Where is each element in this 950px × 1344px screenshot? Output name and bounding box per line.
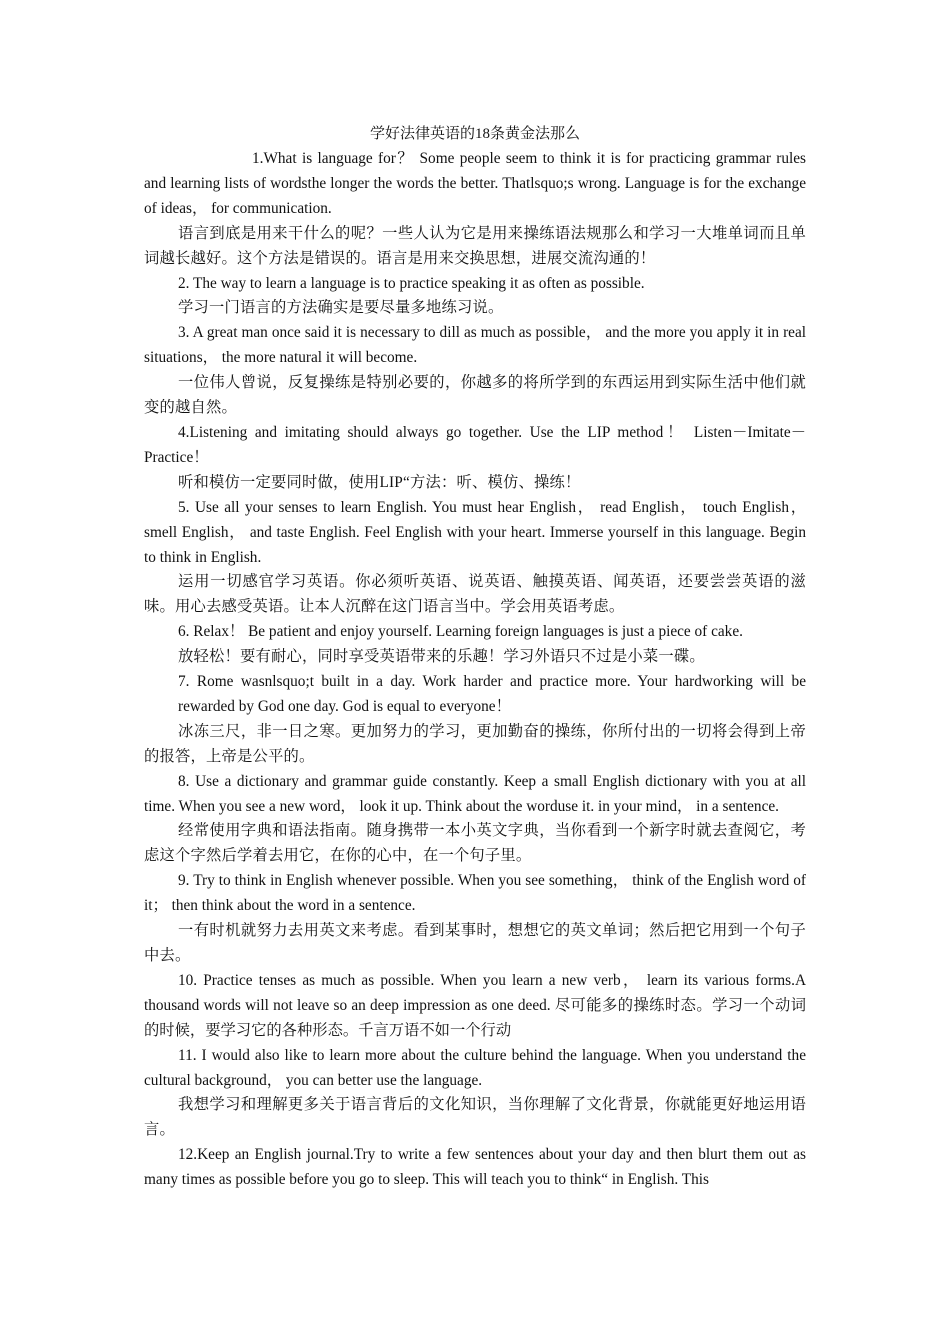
paragraph-5-en: 5. Use all your senses to learn English. You must hear English， read English， touch English， smell English， and taste English. Feel English with your heart. Immerse yourself in this language. Begin to think in English.	[144, 498, 806, 566]
paragraph-12-en: 12.Keep an English journal.Try to write a few sentences about your day and then blurt them out as many times as possible before you go to sleep. This will teach you to think“ in English. This	[144, 1146, 806, 1189]
paragraph-10-mixed: 10. Practice tenses as much as possible. When you learn a new verb， learn its various forms.A thousand words will not leave so an deep impression as one deed. 尽可能多的操练时态。学习一个动词的时候，要学习它的各种形态。千言万语不如一个行动	[144, 971, 806, 1039]
paragraph-8-en: 8. Use a dictionary and grammar guide constantly. Keep a small English dictionary with you at all time. When you see a new word， look it up. Think about the worduse it. in your mind， in a sentence.	[144, 772, 806, 815]
paragraph-7-en: 7. Rome wasnlsquo;t built in a day. Work harder and practice more. Your hardworking will be rewarded by God one day. God is equal to everyone！	[178, 673, 806, 715]
paragraph-1-cn: 语言到底是用来干什么的呢？一些人认为它是用来操练语法规那么和学习一大堆单词而且单词越长越好。这个方法是错误的。语言是用来交换思想，进展交流沟通的！	[144, 224, 806, 267]
paragraph-2-en: 2. The way to learn a language is to practice speaking it as often as possible.	[178, 274, 645, 292]
document-title: 学好法律英语的18条黄金法那么	[369, 126, 580, 142]
paragraph-1-en: 1.What is language for？ Some people seem to think it is for practicing grammar rules and learning lists of wordsthe longer the words the better. Thatlsquo;s wrong. Language is for the exchange of ideas， for communication.	[144, 150, 806, 217]
paragraph-3-en: 3. A great man once said it is necessary to dill as much as possible， and the more you apply it in real situations， the more natural it will become.	[144, 324, 806, 367]
paragraph-7-cn: 冰冻三尺，非一日之寒。更加努力的学习，更加勤奋的操练，你所付出的一切将会得到上帝的报答，上帝是公平的。	[144, 722, 806, 765]
paragraph-2-cn: 学习一门语言的方法确实是要尽量多地练习说。	[178, 299, 504, 317]
paragraph-11-en: 11. I would also like to learn more about the culture behind the language. When you understand the cultural background， you can better use the language.	[144, 1046, 806, 1089]
paragraph-6-en: 6. Relax！ Be patient and enjoy yourself. Learning foreign languages is just a piece of cake.	[178, 623, 743, 641]
paragraph-9-en: 9. Try to think in English whenever possible. When you see something， think of the English word of it； then think about the word in a sentence.	[144, 872, 806, 915]
document-page	[144, 122, 806, 1193]
paragraph-6-cn: 放轻松！要有耐心，同时享受英语带来的乐趣！学习外语只不过是小菜一碟。	[178, 648, 705, 666]
paragraph-8-cn: 经常使用字典和语法指南。随身携带一本小英文字典，当你看到一个新字时就去查阅它，考虑这个字然后学着去用它，在你的心中，在一个句子里。	[144, 822, 806, 865]
paragraph-9-cn: 一有时机就努力去用英文来考虑。看到某事时，想想它的英文单词；然后把它用到一个句子中去。	[144, 922, 806, 964]
paragraph-5-cn: 运用一切感官学习英语。你必须听英语、说英语、触摸英语、闻英语，还要尝尝英语的滋味。用心去感受英语。让本人沉醉在这门语言当中。学会用英语考虑。	[144, 573, 806, 616]
paragraph-11-cn: 我想学习和理解更多关于语言背后的文化知识，当你理解了文化背景，你就能更好地运用语言。	[144, 1096, 806, 1139]
paragraph-4-en: 4.Listening and imitating should always go together. Use the LIP method！ Listen－Imitate－Practice！	[144, 423, 806, 466]
paragraph-4-cn: 听和模仿一定要同时做，使用LIP“方法：听、模仿、操练！	[178, 473, 581, 491]
paragraph-3-cn: 一位伟人曾说，反复操练是特别必要的，你越多的将所学到的东西运用到实际生活中他们就变的越自然。	[144, 374, 806, 417]
